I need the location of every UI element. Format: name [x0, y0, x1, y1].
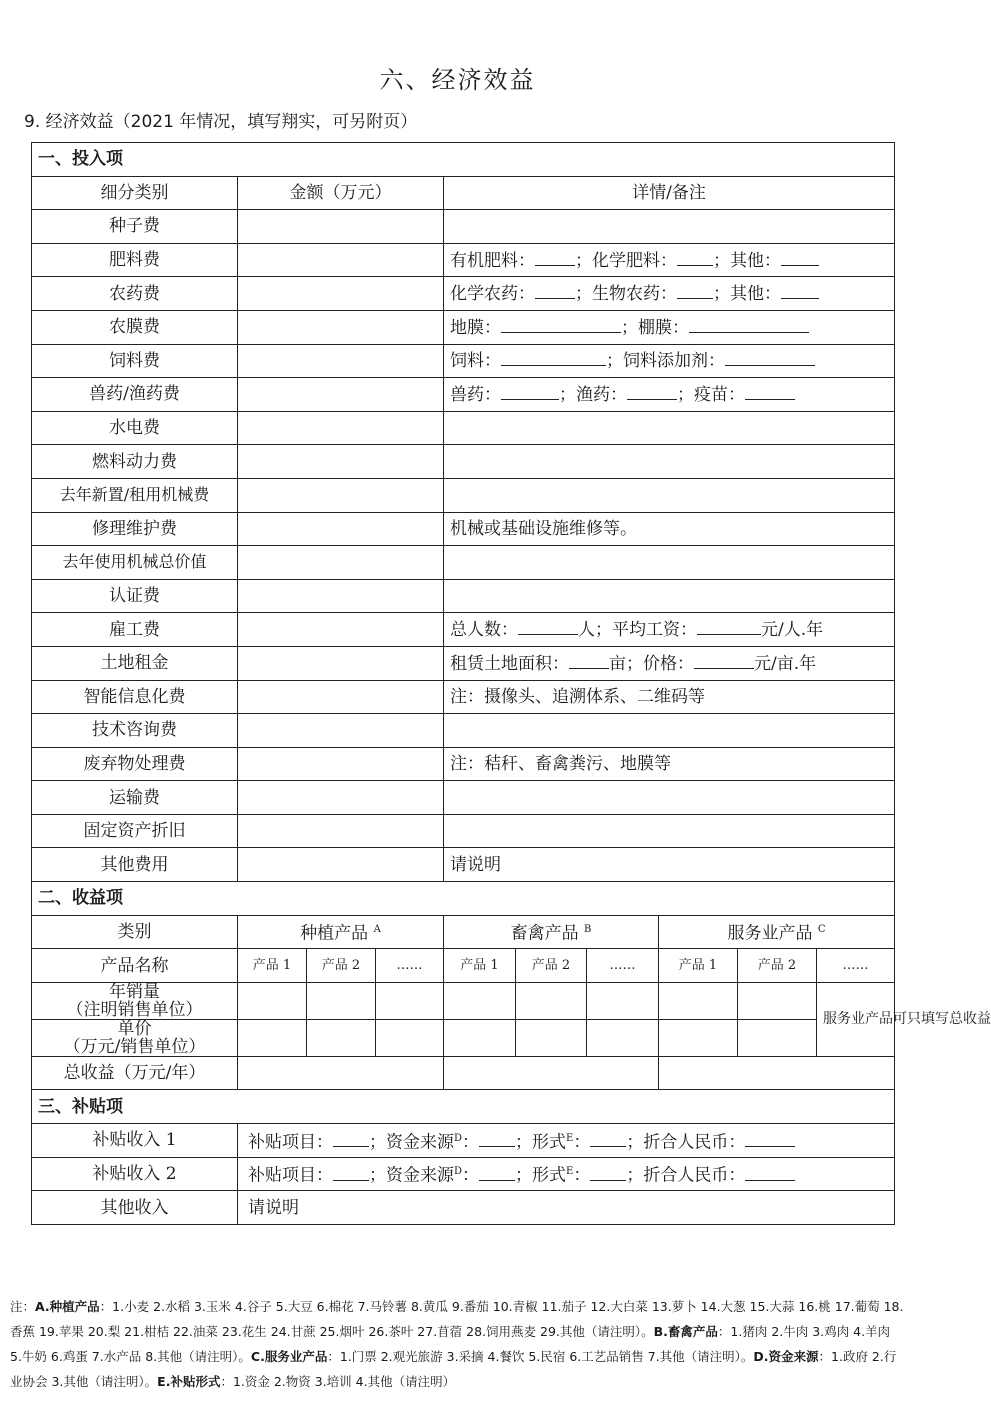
- input-cell[interactable]: [238, 982, 307, 1019]
- table-row: [32, 378, 895, 412]
- input-cell[interactable]: [307, 1019, 376, 1056]
- product-2-header: 产品 2: [307, 949, 376, 983]
- group-name: 种植产品: [300, 923, 369, 944]
- header-category: 细分类别: [32, 176, 238, 210]
- fill-blank[interactable]: [333, 1166, 369, 1181]
- table-row: [32, 310, 895, 344]
- field-text: ；其他：: [713, 284, 781, 305]
- detail-field[interactable]: 请说明: [444, 848, 895, 882]
- row-label: 补贴收入 1: [32, 1124, 238, 1158]
- section-income: 二、收益项: [32, 882, 895, 916]
- footnote-mark: D: [454, 1132, 463, 1144]
- service-note: 服务业产品可只填写总收益: [817, 982, 895, 1056]
- product-1-header: 产品 1: [444, 949, 516, 983]
- input-cell[interactable]: [516, 982, 587, 1019]
- table-row: [32, 243, 895, 277]
- input-cell[interactable]: [376, 982, 444, 1019]
- group-planting: [238, 915, 444, 949]
- group-service: [659, 915, 895, 949]
- input-cell[interactable]: [587, 1019, 659, 1056]
- input-cell[interactable]: [444, 1019, 516, 1056]
- amount-field[interactable]: [238, 714, 444, 748]
- fill-blank[interactable]: [745, 385, 795, 400]
- amount-field[interactable]: [238, 243, 444, 277]
- fill-blank[interactable]: [627, 385, 677, 400]
- table-row: [32, 646, 895, 680]
- table-row: [32, 747, 895, 781]
- fill-blank[interactable]: [333, 1132, 369, 1147]
- fill-blank[interactable]: [725, 351, 815, 366]
- row-label: 肥料费: [32, 243, 238, 277]
- input-cell[interactable]: [307, 982, 376, 1019]
- table-row: [32, 579, 895, 613]
- field-text: ；形式: [515, 1132, 567, 1153]
- row-label: 去年新置/租用机械费: [32, 478, 238, 512]
- field-text: 地膜：: [450, 317, 501, 338]
- field-text: ；疫苗：: [677, 384, 745, 405]
- row-label: 燃料动力费: [32, 445, 238, 479]
- fill-blank[interactable]: [781, 251, 819, 266]
- footnote-text: ：1.资金 2.物资 3.培训 4.其他（请注明）: [220, 1374, 456, 1389]
- amount-field[interactable]: [238, 848, 444, 882]
- fill-blank[interactable]: [501, 351, 606, 366]
- row-label: 补贴收入 2: [32, 1157, 238, 1191]
- detail-field[interactable]: [444, 210, 895, 244]
- amount-field[interactable]: [238, 747, 444, 781]
- fill-blank[interactable]: [518, 620, 578, 635]
- section-inputs: 一、投入项: [32, 143, 895, 177]
- detail-field[interactable]: [444, 478, 895, 512]
- table-row: [32, 714, 895, 748]
- field-text: ；棚膜：: [621, 317, 689, 338]
- subsidy-row: [32, 1124, 895, 1158]
- section-subsidy: 三、补贴项: [32, 1090, 895, 1124]
- product-2-header: 产品 2: [516, 949, 587, 983]
- input-cell[interactable]: [238, 1056, 444, 1090]
- input-cell[interactable]: [659, 1056, 895, 1090]
- form-subtitle: 9. 经济效益（2021 年情况，填写翔实，可另附页）: [24, 112, 418, 132]
- field-text: ；饲料添加剂：: [606, 351, 725, 372]
- detail-field[interactable]: [444, 411, 895, 445]
- table-row: [32, 445, 895, 479]
- row-label: 废弃物处理费: [32, 747, 238, 781]
- footnote-mark: E: [566, 1166, 574, 1178]
- field-text: ；生物农药：: [575, 284, 677, 305]
- field-text: ：: [462, 1165, 480, 1186]
- row-label: 运输费: [32, 781, 238, 815]
- field-text: 租赁土地面积：: [450, 653, 569, 674]
- subsidy-row: [32, 1157, 895, 1191]
- footnote-label: B.畜禽产品: [653, 1324, 718, 1339]
- product-1-header: 产品 1: [659, 949, 738, 983]
- input-cell[interactable]: [376, 1019, 444, 1056]
- row-label: 认证费: [32, 579, 238, 613]
- unit-price-row: [32, 1019, 895, 1056]
- detail-field[interactable]: [444, 310, 895, 344]
- row-label: 智能信息化费: [32, 680, 238, 714]
- amount-field[interactable]: [238, 378, 444, 412]
- table-row: [32, 613, 895, 647]
- field-text: ；形式: [515, 1165, 567, 1186]
- header-amount: 金额（万元）: [238, 176, 444, 210]
- detail-field[interactable]: [444, 546, 895, 580]
- footnote-text: ：1.猪肉 2.牛肉 3.鸡肉 4.羊肉 5.牛奶 6.鸡蛋 7.水产品 8.其他（请注明）。: [10, 1324, 891, 1364]
- fill-blank[interactable]: [535, 284, 575, 299]
- fill-blank[interactable]: [745, 1166, 795, 1181]
- product-name-label: 产品名称: [32, 949, 238, 983]
- row-label: 兽药/渔药费: [32, 378, 238, 412]
- income-group-row: [32, 915, 895, 949]
- field-text: ：: [462, 1132, 480, 1153]
- page-title: 六、经济效益: [379, 66, 536, 94]
- fill-blank[interactable]: [501, 385, 559, 400]
- footnote-label: A.种植产品: [35, 1299, 100, 1314]
- row-label: 修理维护费: [32, 512, 238, 546]
- field-text: ；资金来源: [369, 1165, 454, 1186]
- fill-blank[interactable]: [697, 620, 761, 635]
- field-text: ；折合人民币：: [626, 1132, 746, 1153]
- label-note: （万元/销售单位）: [63, 1036, 206, 1057]
- inputs-header-row: [32, 176, 895, 210]
- row-label: 其他收入: [32, 1191, 238, 1225]
- detail-field[interactable]: [444, 277, 895, 311]
- field-text: 人；平均工资：: [578, 620, 697, 641]
- fill-blank[interactable]: [677, 251, 713, 266]
- row-label: 农膜费: [32, 310, 238, 344]
- fill-blank[interactable]: [535, 251, 575, 266]
- row-label: 农药费: [32, 277, 238, 311]
- economic-benefit-table: [31, 142, 991, 1225]
- input-cell[interactable]: [659, 982, 738, 1019]
- detail-field[interactable]: 注：秸秆、畜禽粪污、地膜等: [444, 747, 895, 781]
- field-text: ：: [573, 1165, 591, 1186]
- detail-field[interactable]: 机械或基础设施维修等。: [444, 512, 895, 546]
- field-text: ；资金来源: [369, 1132, 454, 1153]
- other-income-row: [32, 1191, 895, 1225]
- fill-blank[interactable]: [479, 1132, 515, 1147]
- amount-field[interactable]: [238, 478, 444, 512]
- more-products-header: ……: [587, 949, 659, 983]
- table-row: [32, 848, 895, 882]
- footnote-mark: D: [454, 1166, 463, 1178]
- more-products-header: ……: [817, 949, 895, 983]
- input-cell[interactable]: [587, 982, 659, 1019]
- fill-blank[interactable]: [479, 1166, 515, 1181]
- subsidy-detail-field[interactable]: [238, 1157, 895, 1191]
- other-income-field[interactable]: 请说明: [238, 1191, 895, 1225]
- detail-field[interactable]: [444, 646, 895, 680]
- table-row: [32, 512, 895, 546]
- amount-field[interactable]: [238, 546, 444, 580]
- fill-blank[interactable]: [590, 1166, 626, 1181]
- amount-field[interactable]: [238, 579, 444, 613]
- label-text: 年销量: [109, 981, 160, 1002]
- footnote-label: E.补贴形式: [157, 1374, 221, 1389]
- detail-field[interactable]: [444, 378, 895, 412]
- group-sup: B: [584, 924, 592, 936]
- table-row: [32, 478, 895, 512]
- row-label: 土地租金: [32, 646, 238, 680]
- footnote-prefix: 注：: [10, 1299, 36, 1314]
- row-label: 雇工费: [32, 613, 238, 647]
- amount-field[interactable]: [238, 646, 444, 680]
- amount-field[interactable]: [238, 512, 444, 546]
- table-row: [32, 814, 895, 848]
- input-cell[interactable]: [444, 982, 516, 1019]
- detail-field[interactable]: [444, 445, 895, 479]
- field-text: 有机肥料：: [450, 250, 535, 271]
- group-livestock: [444, 915, 659, 949]
- label-text: 单价: [117, 1018, 152, 1039]
- group-name: 服务业产品: [727, 923, 813, 944]
- field-text: 亩；价格：: [609, 653, 694, 674]
- footnote: [10, 1294, 905, 1394]
- input-cell[interactable]: [516, 1019, 587, 1056]
- amount-field[interactable]: [238, 613, 444, 647]
- detail-field[interactable]: [444, 781, 895, 815]
- field-text: 元/人.年: [761, 620, 824, 641]
- field-text: ；其他：: [713, 250, 781, 271]
- field-text: 补贴项目：: [248, 1132, 333, 1153]
- detail-field[interactable]: [444, 579, 895, 613]
- input-cell[interactable]: [738, 1019, 817, 1056]
- field-text: 兽药：: [450, 384, 501, 405]
- fill-blank[interactable]: [677, 284, 713, 299]
- field-text: 饲料：: [450, 351, 501, 372]
- field-text: ：: [573, 1132, 591, 1153]
- table-row: [32, 781, 895, 815]
- table-row: [32, 680, 895, 714]
- field-text: 总人数：: [450, 620, 518, 641]
- product-2-header: 产品 2: [738, 949, 817, 983]
- amount-field[interactable]: [238, 411, 444, 445]
- total-income-label: 总收益（万元/年）: [32, 1056, 238, 1090]
- field-text: ；化学肥料：: [575, 250, 677, 271]
- detail-field[interactable]: 注：摄像头、追溯体系、二维码等: [444, 680, 895, 714]
- row-label: 水电费: [32, 411, 238, 445]
- input-cell[interactable]: [659, 1019, 738, 1056]
- table-row: [32, 546, 895, 580]
- unit-price-label: [32, 1019, 238, 1056]
- amount-field[interactable]: [238, 814, 444, 848]
- input-cell[interactable]: [238, 1019, 307, 1056]
- input-cell[interactable]: [444, 1056, 659, 1090]
- footnote-text: ：1.门票 2.观光旅游 3.采摘 4.餐饮 5.民宿 6.工艺品销售 7.其他（请注明）。: [327, 1349, 754, 1364]
- fill-blank[interactable]: [781, 284, 819, 299]
- detail-field[interactable]: [444, 714, 895, 748]
- amount-field[interactable]: [238, 310, 444, 344]
- total-income-row: [32, 1056, 895, 1090]
- group-name: 畜禽产品: [510, 923, 579, 944]
- field-text: 元/亩.年: [754, 653, 817, 674]
- label-note: （注明销售单位）: [66, 999, 203, 1020]
- footnote-label: D.资金来源: [753, 1349, 819, 1364]
- footnote-text: ：1.政府 2.行业协会 3.其他（请注明）。: [10, 1349, 897, 1389]
- field-text: ；折合人民币：: [626, 1165, 746, 1186]
- field-text: ；渔药：: [559, 384, 627, 405]
- detail-field[interactable]: [444, 243, 895, 277]
- amount-field[interactable]: [238, 210, 444, 244]
- amount-field[interactable]: [238, 781, 444, 815]
- field-text: 化学农药：: [450, 284, 535, 305]
- group-sup: A: [373, 924, 381, 936]
- row-label: 去年使用机械总价值: [32, 546, 238, 580]
- table-row: [32, 277, 895, 311]
- amount-field[interactable]: [238, 680, 444, 714]
- detail-field[interactable]: [444, 613, 895, 647]
- table-row: [32, 210, 895, 244]
- footnote-mark: E: [566, 1132, 574, 1144]
- detail-field[interactable]: [444, 344, 895, 378]
- fill-blank[interactable]: [569, 654, 609, 669]
- product-name-row: [32, 949, 895, 983]
- table-row: [32, 411, 895, 445]
- annual-sales-label: [32, 982, 238, 1019]
- row-label: 技术咨询费: [32, 714, 238, 748]
- income-category-label: 类别: [32, 915, 238, 949]
- fill-blank[interactable]: [501, 318, 621, 333]
- table-row: [32, 344, 895, 378]
- field-text: 补贴项目：: [248, 1165, 333, 1186]
- header-detail: 详情/备注: [444, 176, 895, 210]
- fill-blank[interactable]: [694, 654, 754, 669]
- row-label: 饲料费: [32, 344, 238, 378]
- group-sup: C: [817, 924, 826, 936]
- footnote-label: C.服务业产品: [250, 1349, 328, 1364]
- more-products-header: ……: [376, 949, 444, 983]
- subsidy-detail-field[interactable]: [238, 1124, 895, 1158]
- annual-sales-row: [32, 982, 895, 1019]
- fill-blank[interactable]: [590, 1132, 626, 1147]
- input-cell[interactable]: [738, 982, 817, 1019]
- detail-field[interactable]: [444, 814, 895, 848]
- amount-field[interactable]: [238, 445, 444, 479]
- amount-field[interactable]: [238, 277, 444, 311]
- product-1-header: 产品 1: [238, 949, 307, 983]
- row-label: 其他费用: [32, 848, 238, 882]
- fill-blank[interactable]: [745, 1132, 795, 1147]
- amount-field[interactable]: [238, 344, 444, 378]
- row-label: 固定资产折旧: [32, 814, 238, 848]
- footnote-text: ：1.小麦 2.水稻 3.玉米 4.谷子 5.大豆 6.棉花 7.马铃薯 8.黄瓜 9.番茄 10.青椒 11.茄子 12.大白菜 13.萝卜 14.大葱 15.大蒜 16.桃 17.葡萄 18.香蕉 19.苹果 20.梨 21.柑桔 22.油菜 23.花生 24.甘蔗 25.烟叶 26.茶叶 27.苜蓿 28.饲用燕麦 29.其他（请注明）。: [10, 1299, 904, 1339]
- row-label: 种子费: [32, 210, 238, 244]
- fill-blank[interactable]: [689, 318, 809, 333]
